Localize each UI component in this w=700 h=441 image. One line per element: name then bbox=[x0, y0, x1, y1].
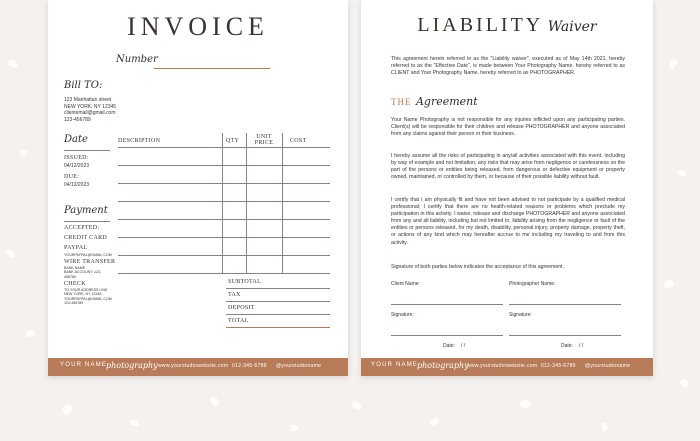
footer-phone: 012-345-6789 bbox=[541, 363, 576, 369]
background-petal bbox=[25, 329, 36, 338]
number-label: Number bbox=[116, 54, 158, 65]
summary-line bbox=[226, 301, 330, 302]
issued-date: 04/12/2023 bbox=[64, 163, 90, 169]
table-row-line bbox=[118, 237, 330, 238]
background-petal bbox=[129, 419, 140, 428]
footer-brand-script: photography bbox=[417, 361, 469, 370]
issued-label: ISSUED: bbox=[64, 155, 89, 161]
check-line: TO YOUR ADDRESS LINE bbox=[64, 288, 108, 292]
total-label: TOTAL bbox=[228, 318, 249, 324]
check-line: 123-456789 bbox=[64, 301, 84, 306]
table-header-line bbox=[118, 147, 330, 148]
client-date-label: Date: bbox=[443, 343, 455, 349]
table-column-divider bbox=[282, 133, 283, 273]
column-qty: QTY bbox=[226, 138, 240, 144]
address-line: clientemail@gmail.com bbox=[64, 110, 116, 116]
photographer-signature-label: Signature: bbox=[509, 312, 532, 318]
background-petal bbox=[663, 279, 675, 289]
photographer-date-field[interactable]: / / bbox=[579, 343, 584, 349]
wire-line: 456789 bbox=[64, 274, 76, 279]
background-petal bbox=[210, 396, 220, 408]
photographer-date-label: Date: bbox=[561, 343, 573, 349]
total-line bbox=[226, 327, 330, 328]
subtotal-label: SUBTOTAL bbox=[228, 279, 262, 285]
invoice-page bbox=[48, 0, 348, 376]
waiver-title: LIABILITY bbox=[417, 14, 544, 36]
table-column-divider bbox=[222, 133, 223, 273]
due-date: 04/12/2023 bbox=[64, 182, 90, 188]
table-column-divider bbox=[246, 133, 247, 273]
agreement-heading bbox=[391, 92, 478, 110]
intro-paragraph: This agreement herein referred to as the "Liability waiver", executed as of May 14th 2021, hereby referred to as the "Effective Date", is made between Your Photography Name, hereby referred to as CLIENT and Your Photography Name, hereby referred to as PHOTOGRAPHER. bbox=[391, 56, 625, 77]
paypal-option: PAYPAL bbox=[64, 245, 88, 251]
summary-line bbox=[226, 314, 330, 315]
bill-to-label: Bill TO: bbox=[64, 80, 103, 91]
liability-waiver-page bbox=[361, 0, 653, 376]
bill-to-address bbox=[64, 97, 116, 123]
footer-brand: YOUR NAME bbox=[371, 362, 419, 368]
due-label: DUE: bbox=[64, 174, 80, 180]
footer-brand: YOUR NAME bbox=[60, 362, 108, 368]
background-petal bbox=[61, 402, 75, 415]
summary-line bbox=[226, 288, 330, 289]
payment-label: Payment bbox=[64, 205, 108, 216]
footer-brand-script: photography bbox=[106, 361, 158, 370]
background-petal bbox=[519, 399, 532, 410]
wire-transfer-option: WIRE TRANSFER bbox=[64, 259, 116, 265]
address-line: 123 Manhattan street bbox=[64, 97, 112, 103]
paragraph-risks: I hereby assume all the risks of participating in any/all activities associated with this event, including by way of example and not limitation, any risks that may arise from negligence or carelessness on the part of the persons or entities being released, from dangerous or defective equipment or property owned, maintained, or controlled by them, or because of their possible liability without fault. bbox=[391, 153, 625, 181]
background-petal bbox=[677, 169, 687, 178]
background-petal bbox=[5, 248, 16, 259]
date-label: Date bbox=[64, 134, 88, 145]
client-signature-line[interactable] bbox=[391, 335, 503, 336]
table-row-line bbox=[118, 255, 330, 256]
tax-label: TAX bbox=[228, 292, 241, 298]
background-petal bbox=[7, 58, 19, 69]
client-date-field[interactable]: / / bbox=[461, 343, 466, 349]
client-name-line[interactable] bbox=[391, 304, 503, 305]
photographer-signature-line[interactable] bbox=[509, 335, 621, 336]
column-cost: COST bbox=[290, 138, 307, 144]
table-row-line bbox=[118, 219, 330, 220]
column-description: DESCRIPTION bbox=[118, 138, 161, 144]
check-details bbox=[64, 288, 112, 306]
invoice-footer bbox=[48, 358, 348, 376]
background-petal bbox=[19, 149, 29, 157]
table-row-line bbox=[118, 273, 330, 274]
address-line: NEW YORK, NY 12345 bbox=[64, 103, 117, 110]
payment-divider bbox=[64, 221, 110, 222]
column-unit-price: UNIT PRICE bbox=[254, 134, 274, 146]
invoice-title: INVOICE bbox=[127, 12, 269, 41]
agreement-prefix: THE bbox=[391, 97, 412, 107]
table-row-line bbox=[118, 201, 330, 202]
client-signature-label: Signature: bbox=[391, 312, 414, 318]
background-petal bbox=[679, 378, 690, 389]
footer-phone: 012-345-6789 bbox=[232, 363, 267, 369]
photographer-name-label: Photographer Name: bbox=[509, 281, 556, 287]
footer-website: www.yourstudiowebsite.com bbox=[467, 363, 538, 369]
paragraph-acceptance: Signature of both parties below indicates the acceptance of this agreement. bbox=[391, 264, 565, 270]
background-petal bbox=[667, 57, 679, 69]
wire-line: BANK NAME bbox=[64, 266, 86, 270]
table-row-line bbox=[118, 183, 330, 184]
wire-details bbox=[64, 266, 101, 279]
client-name-label: Client Name: bbox=[391, 281, 420, 287]
accepted-label: ACCEPTED: bbox=[64, 225, 100, 231]
waiver-footer bbox=[361, 358, 653, 376]
paypal-email: YOURPAYPAL@GMAIL.COM bbox=[64, 253, 112, 257]
waiver-title-block bbox=[361, 14, 653, 37]
number-line bbox=[154, 68, 270, 69]
waiver-title-script: Waiver bbox=[547, 19, 597, 35]
wire-line: BANK ACCOUNT: 123- bbox=[64, 270, 102, 275]
check-line: NEW YORK, NY 12345 bbox=[64, 292, 102, 297]
table-row-line bbox=[118, 165, 330, 166]
background-petal bbox=[351, 399, 363, 411]
deposit-label: DEPOSIT bbox=[228, 305, 255, 311]
footer-website: www.yourstudiowebsite.com bbox=[158, 363, 229, 369]
address-line: 123-456789 bbox=[64, 116, 91, 123]
check-option: CHECK bbox=[64, 281, 86, 287]
paragraph-responsibility: Your Name Photography is not responsible for any injuries inflicted upon any participating parties. Client(s) will be responsible for their children and release PHOTOGRAPHER and anyone associated from any claims against their person or their business. bbox=[391, 117, 625, 138]
date-divider bbox=[64, 150, 110, 151]
footer-handle: @yourstudioname bbox=[276, 363, 322, 369]
paragraph-certify: I certify that I am physically fit and have not been advised to not participate by a qualified medical professional; I certify that there are no health-related reasons or problems which preclude my participation in this activity. I waive, release and discharge PHOTOGRAPHER and anyone associated from any and all liability, including but not limited to, liability arising from the negligence or fault of the entities or persons released, for my death, disability, personal injury, property damage, property theft, or actions of any kind which may hereafter accrue to me including my traveling to and from this activity. bbox=[391, 197, 625, 246]
check-line: YOURPAYPAL@GMAIL.COM bbox=[64, 296, 112, 301]
credit-card-option: CREDIT CARD bbox=[64, 235, 108, 241]
background-petal bbox=[290, 424, 299, 431]
background-petal bbox=[601, 422, 608, 432]
agreement-script: Agreement bbox=[415, 95, 478, 108]
photographer-name-line[interactable] bbox=[509, 304, 621, 305]
footer-handle: @yourstudioname bbox=[585, 363, 631, 369]
background-petal bbox=[429, 416, 440, 427]
